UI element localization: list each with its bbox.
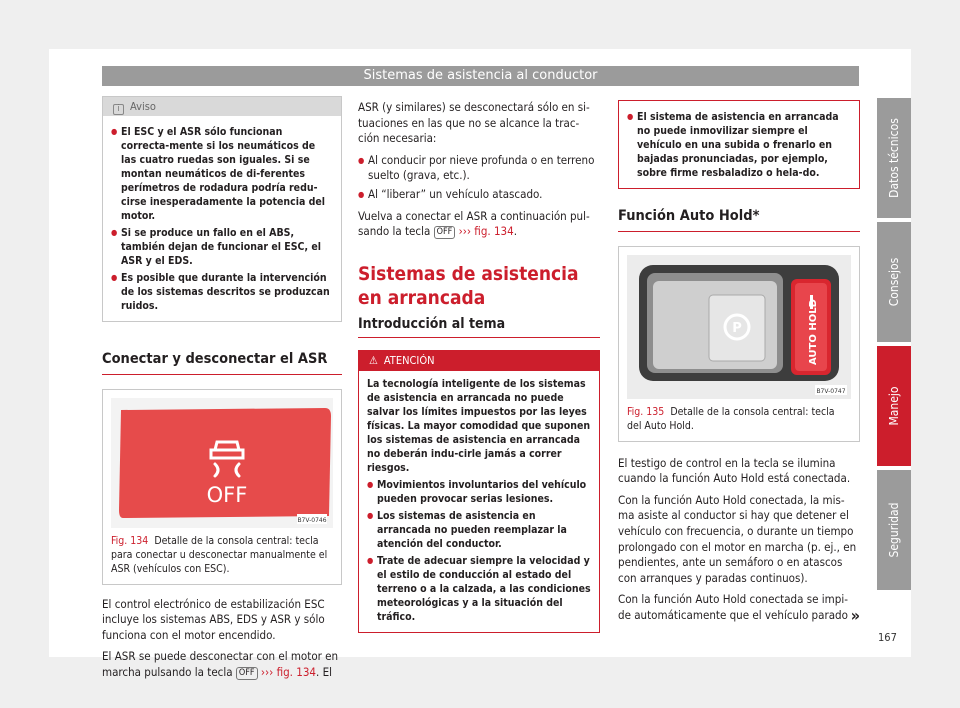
paragraph: El control electrónico de estabilización ESC incluye los sistemas ABS, EDS y ASR y sólo funciona con el motor encendido.	[102, 596, 325, 642]
figure-image	[111, 398, 333, 528]
section-heading-asr: Conectar y desconectar el ASR	[102, 352, 342, 375]
paragraph: El testigo de control en la tecla se ilumina cuando la función Auto Hold está conectada.	[618, 455, 851, 486]
continue-arrow-icon: »	[850, 605, 860, 625]
figure-link[interactable]: ››› fig. 134	[260, 664, 316, 679]
paragraph: Vuelva a conectar el ASR a continuación pul-sando la tecla OFF ››› fig. 134.	[358, 208, 590, 239]
column-left	[102, 96, 342, 681]
paragraph: Con la función Auto Hold conectada se impi-de automáticamente que el vehículo parado »	[618, 592, 860, 625]
warning-box-continued	[618, 100, 860, 189]
off-key-icon: OFF	[236, 667, 258, 680]
page-number: 167	[878, 631, 897, 644]
figure-code: B7V-0747	[816, 387, 846, 395]
off-text: OFF	[206, 482, 248, 507]
section-heading-autohold: Función Auto Hold*	[618, 209, 860, 232]
page-header: Sistemas de asistencia al conductor	[102, 66, 859, 86]
paragraph: ASR (y similares) se desconectará sólo en si-tuaciones en las que no se alcance la trac-ción necesaria:	[358, 100, 590, 146]
paragraph: Con la función Auto Hold conectada, la mis-ma asiste al conductor si hay que detener el vehículo con frecuencia, o durante un tiempo prolongado con el motor en marcha (p. ej., en pendientes, ante un semáforo o en atascos con arranques y paradas continuos).	[618, 492, 857, 585]
warning-item: ● Los sistemas de asistencia en arrancada no pueden reemplazar la atención del conductor.	[367, 509, 591, 551]
asr-off-button-illustration	[111, 398, 333, 528]
paragraph: El ASR se puede desconectar con el motor en marcha pulsando la tecla OFF ››› fig. 134. El	[102, 649, 339, 679]
warning-item: ● Movimientos involuntarios del vehículo pueden provocar serias lesiones.	[367, 478, 591, 506]
auto-hold-button-illustration	[627, 255, 851, 399]
warning-label: ATENCIÓN	[383, 354, 435, 368]
figure-caption: Detalle de la consola central: tecla del Auto Hold.	[627, 405, 835, 432]
figure-134	[102, 389, 342, 585]
figure-code: B7V-0746	[297, 516, 327, 524]
figure-caption: Detalle de la consola central: tecla para conectar u desconectar manualmente el ASR (vehículos con ESC).	[111, 534, 328, 575]
tab-manejo[interactable]: Manejo	[877, 346, 911, 466]
figure-number: Fig. 135	[627, 405, 665, 418]
warning-item: ● Trate de adecuar siempre la velocidad y el estilo de conducción al estado del terreno o a la calzada, a las condiciones meteorológicas y a la situación del tráfico.	[367, 554, 591, 624]
warning-box	[358, 350, 600, 633]
notice-label: Aviso	[130, 100, 156, 113]
notice-box	[102, 96, 342, 322]
tab-consejos[interactable]: Consejos	[877, 222, 911, 342]
notice-item: ● El ESC y el ASR sólo funcionan correcta-mente si los neumáticos de las cuatro ruedas son iguales. Si se montan neumáticos de di-ferentes perímetros de rodadura podría redu-cirse inesperadamente la potencia del motor.	[111, 125, 333, 223]
info-icon: i	[113, 104, 124, 115]
off-key-icon: OFF	[434, 226, 456, 239]
figure-image	[627, 255, 851, 399]
figure-135	[618, 246, 860, 442]
column-middle	[358, 100, 600, 633]
notice-item: ● Es posible que durante la intervención de los sistemas descritos se produzcan ruidos.	[111, 271, 333, 313]
list-item: ● Al “liberar” un vehículo atascado.	[358, 187, 600, 203]
svg-text:P: P	[732, 320, 742, 336]
warning-triangle-icon: ⚠	[369, 354, 378, 368]
auto-hold-text: AUTO HOLD	[808, 298, 819, 365]
tab-seguridad[interactable]: Seguridad	[877, 470, 911, 590]
figure-number: Fig. 134	[111, 534, 149, 547]
column-right	[618, 100, 860, 624]
tab-datos-tecnicos[interactable]: Datos técnicos	[877, 98, 911, 218]
warning-item: ● El sistema de asistencia en arrancada no puede inmovilizar siempre el vehículo en una subida o frenarlo en bajadas pronunciadas, por ejemplo, sobre firme resbaladizo o hela-do.	[627, 110, 851, 180]
section-heading-start-assist: Sistemas de asistencia en arrancada	[358, 262, 579, 309]
notice-item: ● Si se produce un fallo en el ABS, también dejan de funcionar el ESC, el ASR y el EDS.	[111, 226, 333, 268]
subheading: Introducción al tema	[358, 317, 600, 339]
figure-link[interactable]: ››› fig. 134	[458, 224, 514, 239]
list-item: ● Al conducir por nieve profunda o en terreno suelto (grava, etc.).	[358, 153, 600, 184]
warning-text: La tecnología inteligente de los sistemas de asistencia en arrancada no puede salvar los límites impuestos por las leyes físicas. La mayor comodidad que suponen los sistemas de asistencia en arrancada no deberán indu-cirle jamás a correr riesgos.	[367, 378, 591, 475]
